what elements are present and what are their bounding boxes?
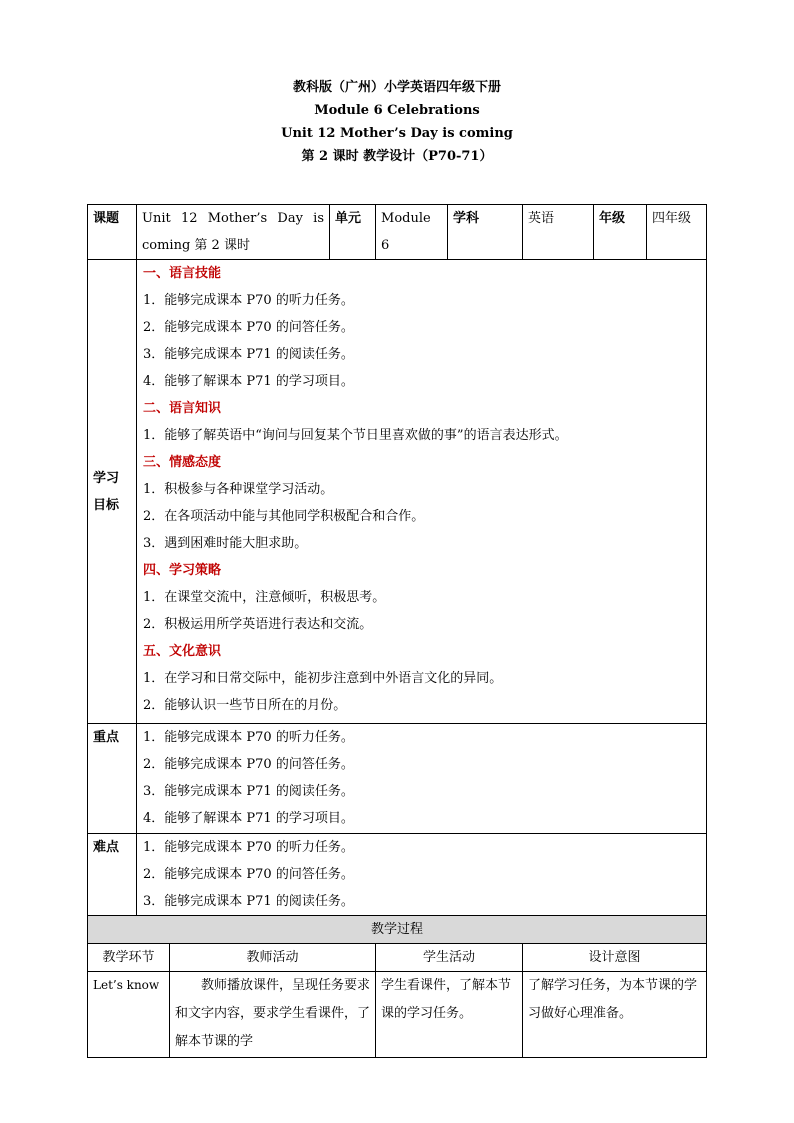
list-item: 1．在课堂交流中，注意倾听，积极思考。 <box>143 590 386 605</box>
list-item: 1．能够了解英语中“询问与回复某个节日里喜欢做的事”的语言表达形式。 <box>143 428 568 443</box>
list-item: 1．能够完成课本 P70 的听力任务。 <box>143 840 354 855</box>
col-header-stage: 教学环节 <box>88 944 170 972</box>
list-item: 3．能够完成课本 P71 的阅读任务。 <box>143 894 354 909</box>
list-item: 2．能够认识一些节日所在的月份。 <box>143 698 347 713</box>
list-item: 2．能够完成课本 P70 的问答任务。 <box>143 757 354 772</box>
list-item: 1．能够完成课本 P70 的听力任务。 <box>143 730 354 745</box>
list-item: 1．能够完成课本 P70 的听力任务。 <box>143 293 354 308</box>
section-title: 五、文化意识 <box>143 644 222 659</box>
student-activity-cell: 学生看课件，了解本节课的学习任务。 <box>376 972 523 1058</box>
col-header-student: 学生活动 <box>376 944 523 972</box>
stage-cell: Let’s know <box>88 972 170 1058</box>
key-points-label: 重点 <box>88 724 137 834</box>
objectives-content <box>137 260 707 724</box>
subject-value: 英语 <box>523 205 594 260</box>
difficult-points-content <box>137 834 707 916</box>
section-title: 二、语言知识 <box>143 401 222 416</box>
difficult-points-row <box>88 834 707 916</box>
difficult-points-label: 难点 <box>88 834 137 916</box>
objectives-row <box>88 260 707 724</box>
doc-module: Module 6 Celebrations <box>314 103 480 118</box>
key-points-content <box>137 724 707 834</box>
info-row <box>88 205 707 260</box>
list-item: 4．能够了解课本 P71 的学习项目。 <box>143 811 354 826</box>
teacher-activity-cell: 教师播放课件，呈现任务要求和文字内容，要求学生看课件，了解本节课的学 <box>170 972 376 1058</box>
lesson-plan-table <box>87 204 707 1058</box>
table-row <box>88 972 707 1058</box>
list-item: 4．能够了解课本 P71 的学习项目。 <box>143 374 354 389</box>
doc-lesson: 第 2 课时 教学设计（P70-71） <box>301 149 493 164</box>
topic-value: Unit 12 Mother’s Day is coming 第 2 课时 <box>137 205 330 260</box>
list-item: 3．能够完成课本 P71 的阅读任务。 <box>143 347 354 362</box>
unit-value: Module 6 <box>376 205 448 260</box>
subject-label: 学科 <box>448 205 523 260</box>
list-item: 1．积极参与各种课堂学习活动。 <box>143 482 334 497</box>
list-item: 2．积极运用所学英语进行表达和交流。 <box>143 617 373 632</box>
intent-cell: 了解学习任务，为本节课的学习做好心理准备。 <box>523 972 707 1058</box>
process-title-row <box>88 916 707 944</box>
doc-title: 教科版（广州）小学英语四年级下册 <box>292 80 501 95</box>
process-header-row <box>88 944 707 972</box>
section-title: 一、语言技能 <box>143 266 222 281</box>
list-item: 2．能够完成课本 P70 的问答任务。 <box>143 320 354 335</box>
grade-value: 四年级 <box>647 205 707 260</box>
list-item: 2．在各项活动中能与其他同学积极配合和合作。 <box>143 509 425 524</box>
list-item: 2．能够完成课本 P70 的问答任务。 <box>143 867 354 882</box>
section-title: 四、学习策略 <box>143 563 222 578</box>
objectives-label: 学习目标 <box>88 260 137 724</box>
section-title: 三、情感态度 <box>143 455 222 470</box>
grade-label: 年级 <box>594 205 647 260</box>
list-item: 3．能够完成课本 P71 的阅读任务。 <box>143 784 354 799</box>
topic-label: 课题 <box>88 205 137 260</box>
col-header-intent: 设计意图 <box>523 944 707 972</box>
process-title: 教学过程 <box>88 916 707 944</box>
col-header-teacher: 教师活动 <box>170 944 376 972</box>
unit-label: 单元 <box>330 205 376 260</box>
document-header <box>0 76 794 168</box>
doc-unit: Unit 12 Mother’s Day is coming <box>281 126 513 141</box>
list-item: 3．遇到困难时能大胆求助。 <box>143 536 308 551</box>
list-item: 1．在学习和日常交际中，能初步注意到中外语言文化的异同。 <box>143 671 503 686</box>
key-points-row <box>88 724 707 834</box>
